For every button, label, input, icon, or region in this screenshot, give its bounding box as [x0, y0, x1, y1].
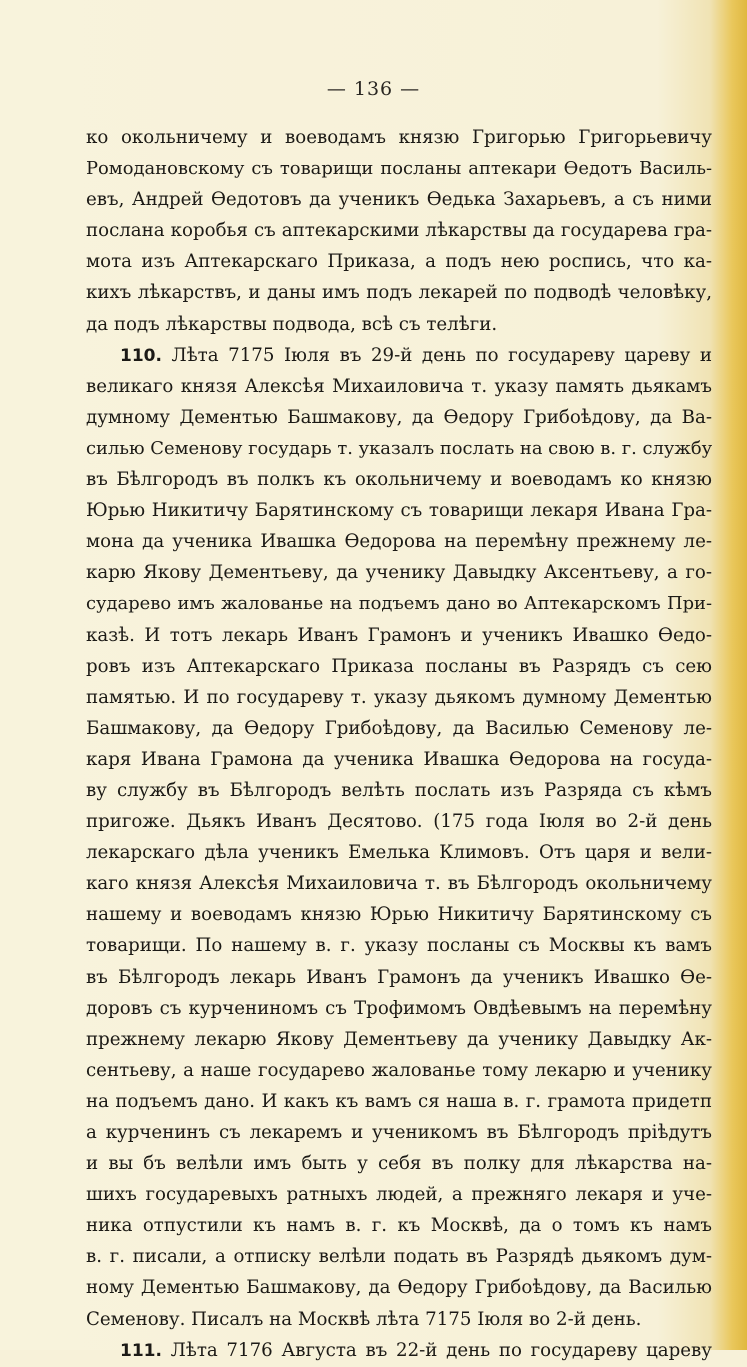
text-line: ника отпустили къ намъ в. г. къ Москвѣ, да о томъ къ намъ [86, 1215, 712, 1237]
page-number-header: — 136 — [326, 78, 421, 100]
text-line: на подъемъ дано. И какъ къ вамъ ся наша в. г. грамота придетп [86, 1090, 712, 1112]
text-line: в. г. писали, а отписку велѣли подать въ Разрядѣ дьякомъ дум- [86, 1246, 712, 1268]
paragraph-number: 110. [120, 345, 162, 366]
text-line: въ Бѣлгородъ лекарь Иванъ Грамонъ да ученикъ Ивашко Ѳе- [86, 966, 712, 988]
paragraph-111-start: 111. Лѣта 7176 Августа въ 22-й день по государеву цареву [120, 1339, 712, 1361]
text-line: а курченинъ съ лекаремъ и ученикомъ въ Бѣлгородъ пріѣдутъ [86, 1122, 712, 1143]
text-line: доровъ съ курчениномъ съ Трофимомъ Овдѣевымъ на перемѣну [86, 997, 712, 1019]
text-line: каго князя Алексѣя Михаиловича т. въ Бѣлгородъ окольничему [86, 873, 712, 895]
paragraph-number: 111. [120, 1340, 162, 1361]
text-line: ровъ изъ Аптекарскаго Приказа посланы въ Разрядъ съ сею [86, 655, 712, 677]
text-line: сударево имъ жалованье на подъемъ дано во Аптекарскомъ При- [86, 593, 712, 615]
paragraph-110-start: 110. Лѣта 7175 Іюля въ 29-й день по государеву цареву и [120, 344, 712, 366]
text-line: Ромодановскому съ товарищи посланы аптекари Ѳедотъ Василь- [86, 158, 712, 180]
text-line: памятью. И по государеву т. указу дьякомъ думному Дементью [86, 686, 712, 708]
text-line: силью Семенову государь т. указалъ послать на свою в. г. службу [86, 437, 713, 459]
text-line: думному Дементью Башмакову, да Ѳедору Грибоѣдову, да Ва- [86, 406, 712, 428]
text-line: шихъ государевыхъ ратныхъ людей, а прежняго лекаря и уче- [86, 1184, 712, 1206]
text-line: въ Бѣлгородъ въ полкъ къ окольничему и воеводамъ ко князю [86, 469, 712, 491]
text-line: ко окольничему и воеводамъ князю Григорью Григорьевичу [86, 127, 712, 148]
text-line: пригоже. Дьякъ Иванъ Десятово. (175 года Іюля во 2-й день [86, 811, 712, 833]
text-line: послана коробья съ аптекарскими лѣкарствы да государева гра- [86, 220, 712, 242]
text-line: товарищи. По нашему в. г. указу посланы съ Москвы къ вамъ [86, 935, 712, 957]
page-body-text [86, 122, 712, 1366]
text-line: Башмакову, да Ѳедору Грибоѣдову, да Василью Семенову ле- [86, 717, 712, 739]
text-line: каря Ивана Грамона да ученика Ивашка Ѳедорова на госуда- [86, 748, 712, 770]
text-line: прежнему лекарю Якову Дементьеву да ученику Давыдку Ак- [86, 1028, 712, 1050]
text-line: карю Якову Дементьеву, да ученику Давыдку Аксентьеву, а го- [86, 562, 712, 584]
text-line: сентьеву, а наше государево жалованье тому лекарю и ученику [86, 1059, 712, 1081]
text-line: Семенову. Писалъ на Москвѣ лѣта 7175 Іюля во 2-й день. [86, 1308, 642, 1330]
text-line: да подъ лѣкарствы подвода, всѣ съ телѣги. [86, 313, 498, 335]
text-line: великаго князя Алексѣя Михаиловича т. указу память дьякамъ [86, 375, 712, 397]
text-line: евъ, Андрей Ѳедотовъ да ученикъ Ѳедька Захарьевъ, а съ ними [86, 189, 712, 211]
text-line: мота изъ Аптекарскаго Приказа, а подъ нею роспись, что ка- [86, 251, 712, 273]
text-line: лекарскаго дѣла ученикъ Емелька Климовъ. Отъ царя и вели- [86, 842, 712, 864]
text-line: ному Дементью Башмакову, да Ѳедору Грибоѣдову, да Василью [86, 1277, 712, 1299]
text-line: казѣ. И тотъ лекарь Иванъ Грамонъ и ученикъ Ивашко Ѳедо- [86, 624, 712, 646]
text-line: мона да ученика Ивашка Ѳедорова на перемѣну прежнему ле- [86, 531, 712, 553]
text-line: ву службу въ Бѣлгородъ велѣть послать изъ Разряда съ кѣмъ [86, 779, 712, 801]
text-line: и вы бъ велѣли имъ быть у себя въ полку для лѣкарства на- [86, 1153, 712, 1175]
text-line: Юрью Никитичу Барятинскому съ товарищи лекаря Ивана Гра- [86, 500, 712, 522]
text-line: кихъ лѣкарствъ, и даны имъ подъ лекарей по подводѣ человѣку, [86, 282, 712, 304]
text-line: нашему и воеводамъ князю Юрью Никитичу Барятинскому съ [86, 904, 712, 926]
